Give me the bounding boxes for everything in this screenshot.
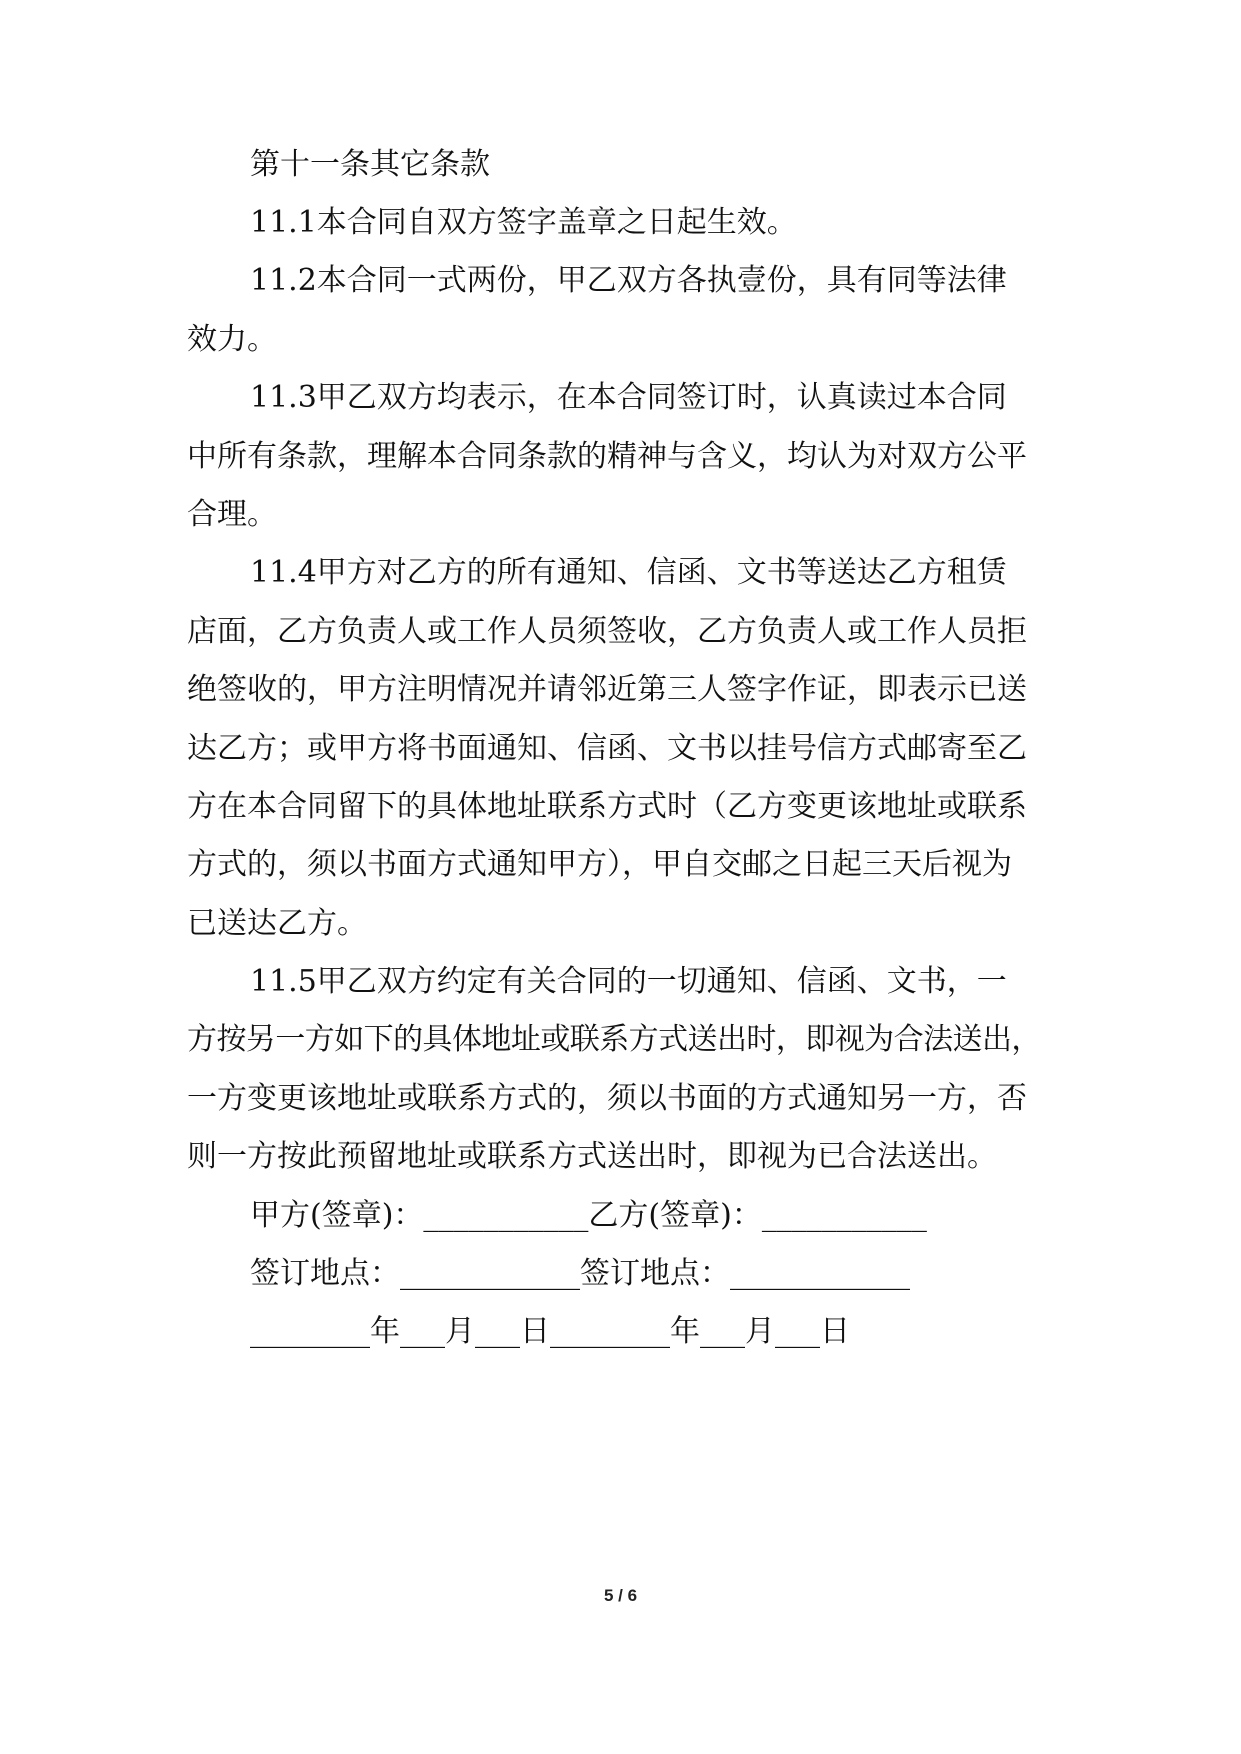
page-number: 5 / 6 [603,1586,638,1605]
clause-11-1: 11.1本合同自双方签字盖章之日起生效。 [250,205,797,240]
clause-11-3: 11.3甲乙双方均表示，在本合同签订时，认真读过本合同 [250,380,1007,415]
clause-11-5: 11.5甲乙双方约定有关合同的一切通知、信函、文书，一 [250,964,1007,999]
clause-11-3-cont-2: 合理。 [187,497,277,532]
signing-date-line: ________年___月___日________年___月___日 [250,1314,850,1349]
clause-11-4-cont-5: 方式的，须以书面方式通知甲方），甲自交邮之日起三天后视为 [187,847,1012,882]
clause-11-3-cont-1: 中所有条款，理解本合同条款的精神与含义，均认为对双方公平 [187,439,1027,474]
clause-11-4-cont-3: 达乙方；或甲方将书面通知、信函、文书以挂号信方式邮寄至乙 [187,731,1027,766]
clause-11-4: 11.4甲方对乙方的所有通知、信函、文书等送达乙方租赁 [250,555,1007,590]
clause-11-4-cont-4: 方在本合同留下的具体地址联系方式时（乙方变更该地址或联系 [187,789,1027,824]
clause-11-5-cont-1: 方按另一方如下的具体地址或联系方式送出时，即视为合法送出， [187,1022,1041,1057]
clause-11-4-cont-2: 绝签收的，甲方注明情况并请邻近第三人签字作证，即表示已送 [187,672,1027,707]
clause-11-5-cont-3: 则一方按此预留地址或联系方式送出时，即视为已合法送出。 [187,1139,997,1174]
signature-line: 甲方(签章)：___________乙方(签章)：___________ [250,1198,927,1233]
signing-place-line: 签订地点：____________签订地点：____________ [250,1256,910,1291]
clause-11-5-cont-2: 一方变更该地址或联系方式的，须以书面的方式通知另一方，否 [187,1081,1027,1116]
clause-11-4-cont-6: 已送达乙方。 [187,906,367,941]
clause-11-4-cont-1: 店面，乙方负责人或工作人员须签收，乙方负责人或工作人员拒 [187,614,1027,649]
section-heading: 第十一条其它条款 [250,147,490,182]
clause-11-2: 11.2本合同一式两份，甲乙双方各执壹份，具有同等法律 [250,263,1007,298]
clause-11-2-cont: 效力。 [187,322,277,357]
